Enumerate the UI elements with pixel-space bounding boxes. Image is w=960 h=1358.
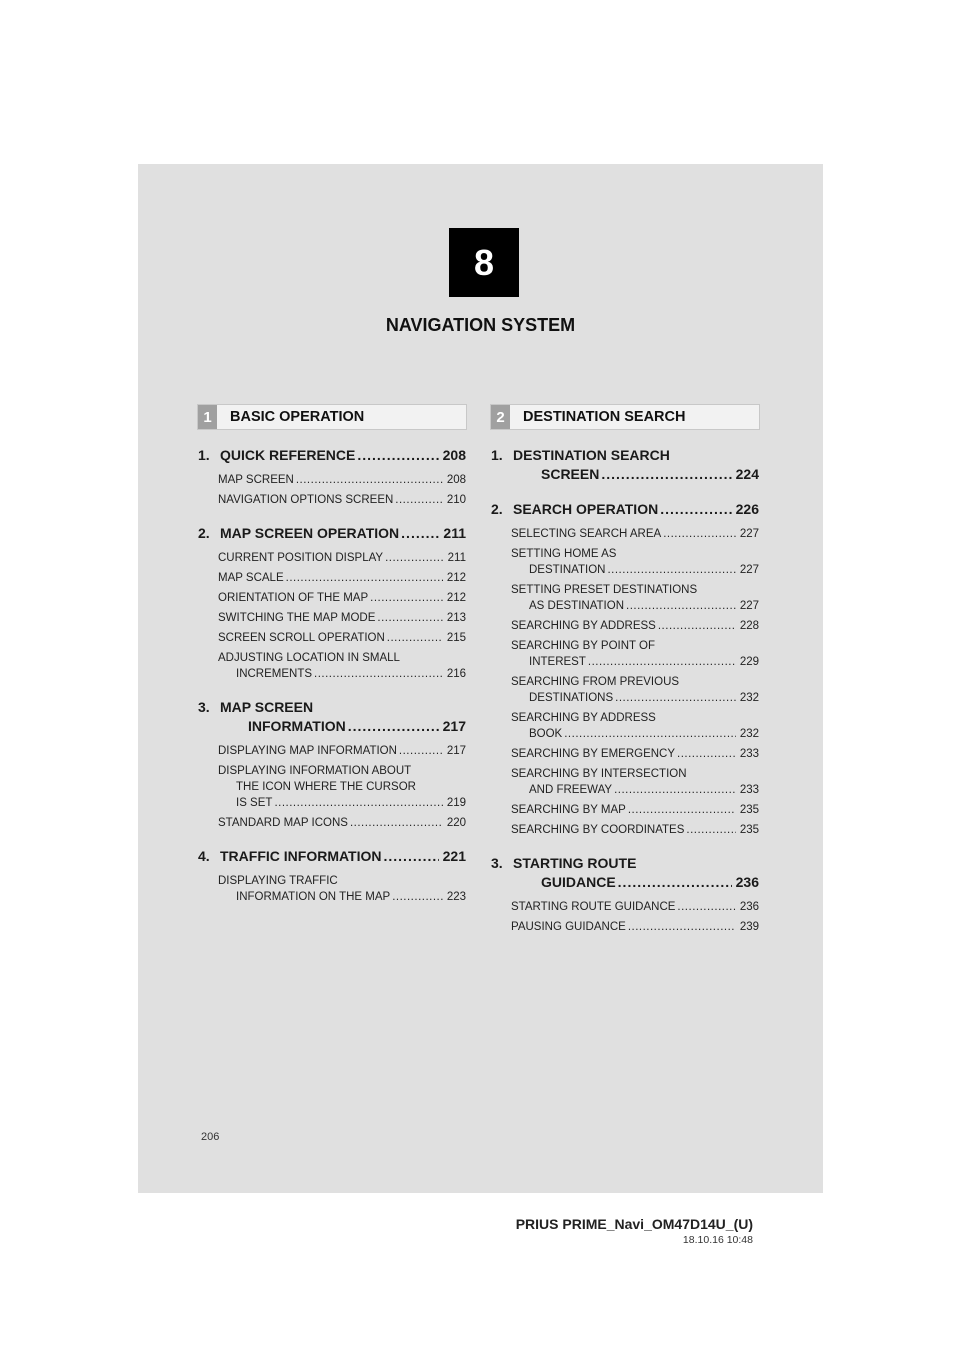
footer	[516, 1216, 753, 1246]
toc-heading-row	[491, 854, 759, 873]
subentry-text: BOOK	[529, 728, 563, 740]
subentry-line	[218, 763, 466, 779]
toc-subentry[interactable]	[491, 582, 759, 614]
subentry-text: DISPLAYING TRAFFIC	[218, 875, 338, 887]
toc-heading[interactable]	[198, 524, 466, 543]
toc-subentry[interactable]	[198, 650, 466, 682]
subentry-text: STARTING ROUTE GUIDANCE	[511, 901, 676, 913]
subentry-text: SEARCHING FROM PREVIOUS	[511, 676, 680, 688]
heading-page: 236	[735, 874, 759, 890]
leader-dots	[601, 465, 731, 484]
leader-dots	[658, 618, 736, 634]
subentry-line	[218, 472, 466, 488]
subentry-line	[218, 873, 466, 889]
toc-subentry[interactable]	[491, 674, 759, 706]
toc-subentry[interactable]	[198, 570, 466, 586]
toc-column-left	[198, 446, 466, 905]
subentry-page: 211	[447, 552, 466, 564]
leader-dots	[395, 492, 443, 508]
heading-title-line2: INFORMATION	[248, 718, 346, 734]
subentry-line	[511, 782, 759, 798]
leader-dots	[677, 899, 735, 915]
heading-title: TRAFFIC INFORMATION	[220, 848, 382, 864]
subentry-text: CURRENT POSITION DISPLAY	[218, 552, 384, 564]
leader-dots	[628, 802, 736, 818]
toc-subentry[interactable]	[198, 815, 466, 831]
subentry-page: 213	[446, 612, 466, 624]
subentry-line	[218, 815, 466, 831]
subentry-line	[218, 779, 466, 795]
subentry-text: MAP SCREEN	[218, 474, 294, 486]
leader-dots	[286, 570, 443, 586]
chapter-title: NAVIGATION SYSTEM	[385, 315, 576, 335]
toc-subentry[interactable]	[198, 743, 466, 759]
heading-page: 224	[735, 466, 759, 482]
subentry-text: PAUSING GUIDANCE	[511, 921, 626, 933]
subentry-line	[511, 618, 759, 634]
toc-heading-row	[491, 446, 759, 465]
subentry-text: STANDARD MAP ICONS	[218, 817, 348, 829]
leader-dots	[274, 795, 442, 811]
subentry-text: AND FREEWAY	[529, 784, 613, 796]
subentry-line	[511, 562, 759, 578]
subentry-line	[218, 550, 466, 566]
subentry-line	[511, 598, 759, 614]
leader-dots	[660, 500, 731, 519]
subentry-text: SEARCHING BY MAP	[511, 804, 626, 816]
subentry-line	[218, 492, 466, 508]
leader-dots	[296, 472, 443, 488]
heading-number: 2.	[491, 501, 503, 517]
subentry-text: INCREMENTS	[236, 668, 313, 680]
leader-dots	[628, 919, 736, 935]
leader-dots	[618, 873, 732, 892]
heading-title: MAP SCREEN	[220, 699, 314, 715]
subentry-page: 233	[739, 784, 759, 796]
leader-dots	[384, 847, 439, 866]
subentry-page: 212	[446, 592, 466, 604]
toc-subentry[interactable]	[491, 919, 759, 935]
section-title: BASIC OPERATION	[230, 409, 365, 425]
leader-dots	[626, 598, 736, 614]
toc-subentry[interactable]	[198, 873, 466, 905]
subentry-page: 216	[446, 668, 466, 680]
leader-dots	[663, 526, 736, 542]
subentry-line	[511, 746, 759, 762]
toc-subentry[interactable]	[491, 746, 759, 762]
leader-dots	[392, 889, 443, 905]
heading-title: DESTINATION SEARCH	[513, 447, 670, 463]
toc-subentry[interactable]	[491, 822, 759, 838]
subentry-line	[218, 743, 466, 759]
subentry-page: 235	[739, 804, 759, 816]
subentry-text: MAP SCALE	[218, 572, 284, 584]
subentry-text: SEARCHING BY POINT OF	[511, 640, 655, 652]
toc-heading-row	[198, 717, 466, 736]
leader-dots	[677, 746, 736, 762]
heading-number: 3.	[491, 855, 503, 871]
toc-subentry[interactable]	[491, 899, 759, 915]
heading-number: 3.	[198, 699, 210, 715]
subentry-page: 208	[446, 474, 466, 486]
subentry-page: 227	[739, 564, 759, 576]
subentry-page: 239	[739, 921, 759, 933]
toc-subentry[interactable]	[198, 472, 466, 488]
section-number: 2	[491, 405, 510, 429]
subentry-text: SEARCHING BY EMERGENCY	[511, 748, 676, 760]
heading-title: MAP SCREEN OPERATION	[220, 525, 400, 541]
subentry-line	[511, 802, 759, 818]
subentry-page: 223	[446, 891, 466, 903]
subentry-text: SWITCHING THE MAP MODE	[218, 612, 376, 624]
leader-dots	[686, 822, 735, 838]
subentry-text: SEARCHING BY ADDRESS	[511, 712, 656, 724]
subentry-text: INFORMATION ON THE MAP	[236, 891, 391, 903]
heading-title: STARTING ROUTE	[513, 855, 637, 871]
subentry-text: SEARCHING BY ADDRESS	[511, 620, 656, 632]
subentry-text: DISPLAYING INFORMATION ABOUT	[218, 765, 412, 777]
subentry-text: ADJUSTING LOCATION IN SMALL	[218, 652, 400, 664]
subentry-text: SETTING PRESET DESTINATIONS	[511, 584, 698, 596]
leader-dots	[314, 666, 443, 682]
subentry-page: 232	[739, 692, 759, 704]
heading-page: 208	[442, 447, 466, 463]
heading-title: QUICK REFERENCE	[220, 447, 356, 463]
subentry-line	[511, 582, 759, 598]
leader-dots	[377, 610, 442, 626]
subentry-page: 210	[446, 494, 466, 506]
footer-date: 18.10.16 10:48	[682, 1234, 753, 1246]
toc-subentry[interactable]	[198, 492, 466, 508]
toc-subentry[interactable]	[198, 630, 466, 646]
toc-heading-row	[491, 465, 759, 484]
toc-subentry[interactable]	[491, 618, 759, 634]
leader-dots	[387, 630, 443, 646]
subentry-line	[218, 610, 466, 626]
subentry-text: DISPLAYING MAP INFORMATION	[218, 745, 397, 757]
subentry-line	[511, 638, 759, 654]
subentry-line	[218, 570, 466, 586]
toc-heading-row	[198, 446, 466, 465]
toc-subentry[interactable]	[491, 766, 759, 798]
subentry-text: DESTINATIONS	[529, 692, 614, 704]
heading-number: 2.	[198, 525, 210, 541]
subentry-text: SEARCHING BY INTERSECTION	[511, 768, 687, 780]
subentry-line	[511, 546, 759, 562]
subentry-line	[511, 674, 759, 690]
leader-dots	[588, 654, 736, 670]
subentry-page: 212	[446, 572, 466, 584]
subentry-text: AS DESTINATION	[529, 600, 624, 612]
subentry-text: INTEREST	[529, 656, 586, 668]
toc-heading[interactable]	[491, 500, 759, 519]
subentry-line	[511, 726, 759, 742]
heading-page: 221	[442, 848, 466, 864]
subentry-line	[511, 919, 759, 935]
subentry-line	[218, 650, 466, 666]
subentry-text: DESTINATION	[529, 564, 606, 576]
leader-dots	[348, 717, 439, 736]
leader-dots	[399, 743, 443, 759]
chapter-number: 8	[473, 241, 495, 283]
subentry-page: 219	[446, 797, 466, 809]
leader-dots	[370, 590, 443, 606]
subentry-text: SETTING HOME AS	[511, 548, 617, 560]
heading-number: 4.	[198, 848, 210, 864]
leader-dots	[615, 690, 736, 706]
heading-title-line2: GUIDANCE	[541, 874, 616, 890]
subentry-page: 232	[739, 728, 759, 740]
heading-title-line2: SCREEN	[541, 466, 600, 482]
subentry-line	[218, 795, 466, 811]
subentry-page: 229	[739, 656, 759, 668]
leader-dots	[385, 550, 444, 566]
leader-dots	[614, 782, 736, 798]
toc-heading[interactable]	[491, 854, 759, 892]
toc-subentry[interactable]	[198, 610, 466, 626]
section-number: 1	[198, 405, 217, 429]
subentry-page: 228	[739, 620, 759, 632]
subentry-page: 227	[739, 600, 759, 612]
heading-page: 217	[442, 718, 466, 734]
section-title: DESTINATION SEARCH	[523, 409, 686, 425]
subentry-line	[511, 690, 759, 706]
toc-column-right	[491, 446, 759, 935]
heading-page: 226	[735, 501, 759, 517]
section-header-basic-operation	[197, 404, 467, 430]
subentry-line	[511, 710, 759, 726]
subentry-text: SCREEN SCROLL OPERATION	[218, 632, 385, 644]
page-number: 206	[201, 1131, 220, 1143]
subentry-page: 233	[739, 748, 759, 760]
subentry-line	[511, 654, 759, 670]
toc-heading-row	[491, 873, 759, 892]
leader-dots	[350, 815, 443, 831]
subentry-text: THE ICON WHERE THE CURSOR	[236, 781, 416, 793]
subentry-line	[511, 822, 759, 838]
heading-page: 211	[443, 525, 466, 541]
subentry-page: 215	[446, 632, 466, 644]
subentry-line	[218, 666, 466, 682]
toc-heading-row	[198, 847, 466, 866]
leader-dots	[357, 446, 438, 465]
subentry-line	[511, 766, 759, 782]
toc-heading-row	[198, 524, 466, 543]
section-header-destination-search	[490, 404, 760, 430]
toc-heading[interactable]	[491, 446, 759, 484]
subentry-text: ORIENTATION OF THE MAP	[218, 592, 369, 604]
toc-heading[interactable]	[198, 698, 466, 736]
toc-subentry[interactable]	[491, 802, 759, 818]
toc-subentry[interactable]	[491, 546, 759, 578]
toc-heading-row	[198, 698, 466, 717]
subentry-line	[511, 899, 759, 915]
subentry-line	[218, 630, 466, 646]
subentry-line	[218, 889, 466, 905]
subentry-line	[218, 590, 466, 606]
heading-number: 1.	[198, 447, 210, 463]
leader-dots	[607, 562, 735, 578]
heading-title: SEARCH OPERATION	[513, 501, 659, 517]
footer-code: PRIUS PRIME_Navi_OM47D14U_(U)	[515, 1216, 753, 1232]
leader-dots	[401, 524, 439, 543]
toc-heading-row	[491, 500, 759, 519]
subentry-text: SELECTING SEARCH AREA	[511, 528, 662, 540]
toc-heading[interactable]	[198, 847, 466, 866]
toc-subentry[interactable]	[198, 590, 466, 606]
subentry-text: NAVIGATION OPTIONS SCREEN	[218, 494, 394, 506]
chapter-number-box	[449, 228, 519, 297]
toc-subentry[interactable]	[198, 550, 466, 566]
subentry-page: 217	[446, 745, 466, 757]
subentry-text: IS SET	[236, 797, 273, 809]
toc-subentry[interactable]	[491, 638, 759, 670]
heading-number: 1.	[491, 447, 503, 463]
subentry-page: 220	[446, 817, 466, 829]
leader-dots	[564, 726, 736, 742]
subentry-page: 235	[739, 824, 759, 836]
subentry-line	[511, 526, 759, 542]
toc-subentry[interactable]	[198, 763, 466, 811]
toc-subentry[interactable]	[491, 710, 759, 742]
subentry-page: 227	[739, 528, 759, 540]
toc-heading[interactable]	[198, 446, 466, 465]
subentry-page: 236	[739, 901, 759, 913]
subentry-text: SEARCHING BY COORDINATES	[511, 824, 685, 836]
toc-subentry[interactable]	[491, 526, 759, 542]
